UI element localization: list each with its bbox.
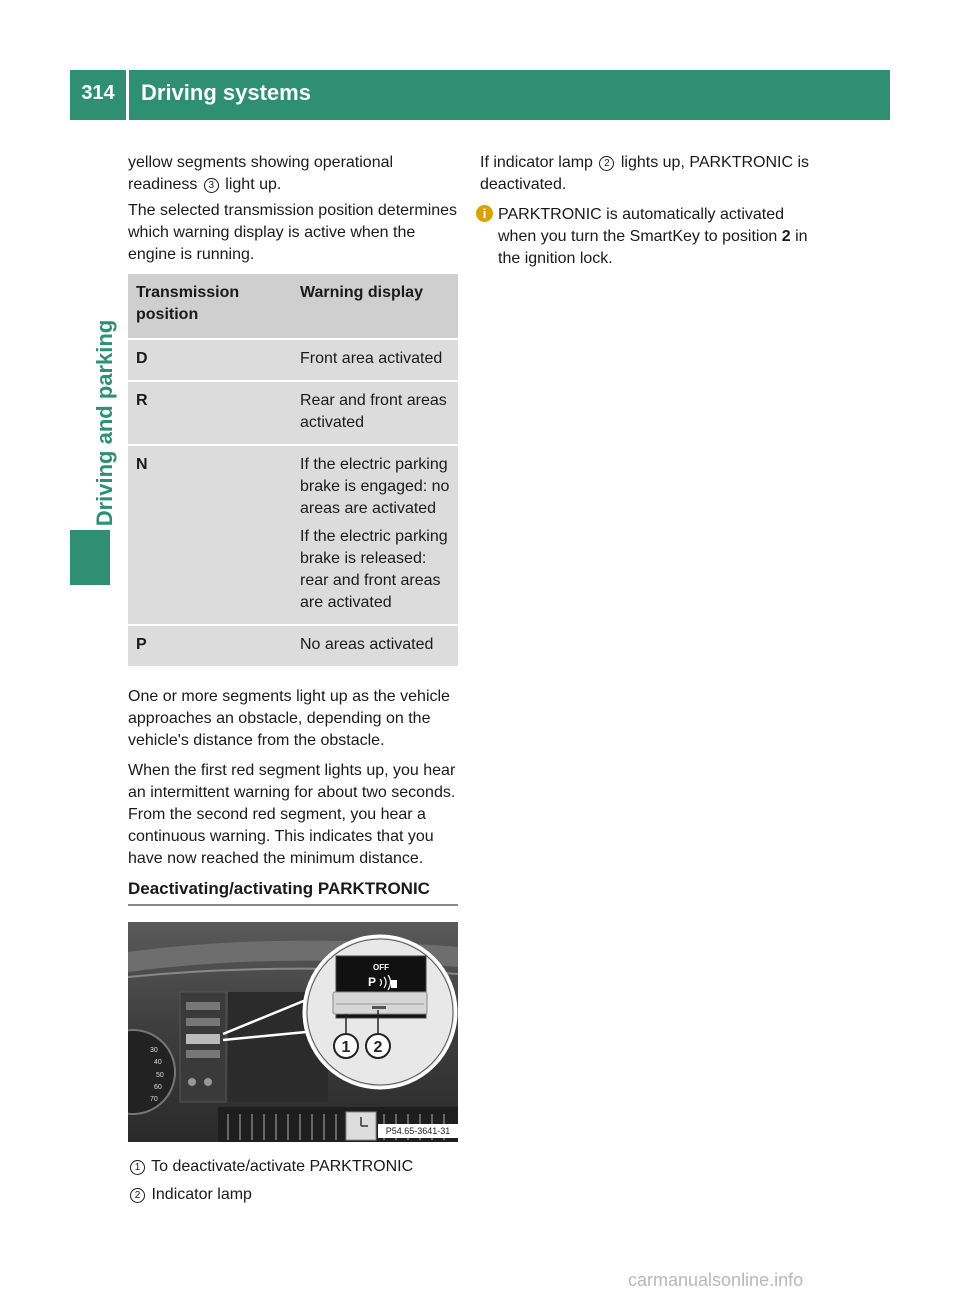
side-tab-marker bbox=[70, 530, 110, 585]
info-note: i PARKTRONIC is automatically activated when you turn the SmartKey to position 2 in the ignition lock. bbox=[480, 204, 820, 270]
table-row bbox=[128, 381, 458, 445]
right-column bbox=[480, 152, 820, 278]
dashboard-photo bbox=[128, 922, 458, 1142]
table-cell-display: No areas activated bbox=[292, 625, 458, 667]
table-header: Transmission position bbox=[128, 274, 292, 339]
paragraph-readiness: yellow segments showing operational readiness 3 light up. bbox=[128, 154, 394, 193]
side-tab-label: Driving and parking bbox=[92, 319, 117, 527]
svg-text:50: 50 bbox=[156, 1072, 164, 1079]
callout-1: 1 bbox=[341, 1039, 351, 1056]
legend-item: 1 To deactivate/activate PARKTRONIC bbox=[128, 1156, 460, 1178]
svg-text:60: 60 bbox=[154, 1084, 162, 1091]
table-cell-display: Rear and front areas activated bbox=[292, 381, 458, 445]
off-label: OFF bbox=[373, 963, 389, 972]
legend bbox=[128, 1156, 460, 1206]
callout-2: 2 bbox=[373, 1039, 383, 1056]
p-label: P bbox=[367, 975, 377, 989]
figure-code: P54.65-3641-31 bbox=[385, 1126, 451, 1136]
info-icon: i bbox=[476, 205, 493, 222]
callout-1-icon: 1 bbox=[130, 1160, 145, 1175]
table-cell-position: N bbox=[128, 445, 292, 625]
paragraph-transmission: The selected transmission position determines which warning display is active when the engine is running. bbox=[128, 202, 458, 263]
table-cell-display: Front area activated bbox=[292, 339, 458, 381]
legend-item: 2 Indicator lamp bbox=[128, 1184, 460, 1206]
callout-2-icon: 2 bbox=[599, 156, 614, 171]
table-row bbox=[128, 625, 458, 667]
table-header-row bbox=[128, 274, 458, 339]
paragraph-warning: When the first red segment lights up, you hear an intermittent warning for about two seconds. From the second red segment, you hear a continuous warning. This indicates that you have now reached the minimum distance. bbox=[128, 762, 456, 867]
table-row bbox=[128, 445, 458, 625]
svg-text:70: 70 bbox=[150, 1096, 158, 1103]
table-cell-display: If the electric parking brake is engaged: no areas are activated If the electric parking brake is released: rear and front areas are activated bbox=[292, 445, 458, 625]
transmission-table bbox=[128, 274, 458, 668]
watermark: carmanualsonline.info bbox=[628, 1270, 804, 1290]
header-divider bbox=[126, 70, 129, 120]
callout-3-icon: 3 bbox=[204, 178, 219, 193]
paragraph-indicator: If indicator lamp 2 lights up, PARKTRONIC is deactivated. bbox=[480, 154, 810, 193]
left-column bbox=[128, 152, 460, 1212]
table-header: Warning display bbox=[292, 274, 458, 339]
table-cell-position: R bbox=[128, 381, 292, 445]
table-cell-position: D bbox=[128, 339, 292, 381]
callout-2-icon: 2 bbox=[130, 1188, 145, 1203]
svg-text:30: 30 bbox=[150, 1047, 158, 1054]
subheading-deactivating: Deactivating/activating PARKTRONIC bbox=[128, 878, 458, 906]
page-number: 314 bbox=[81, 82, 115, 104]
section-title: Driving systems bbox=[141, 80, 311, 105]
svg-text:40: 40 bbox=[154, 1059, 162, 1066]
paragraph-segments: One or more segments light up as the vehicle approaches an obstacle, depending on the vehicle's distance from the obstacle. bbox=[128, 688, 450, 749]
table-cell-position: P bbox=[128, 625, 292, 667]
table-row bbox=[128, 339, 458, 381]
